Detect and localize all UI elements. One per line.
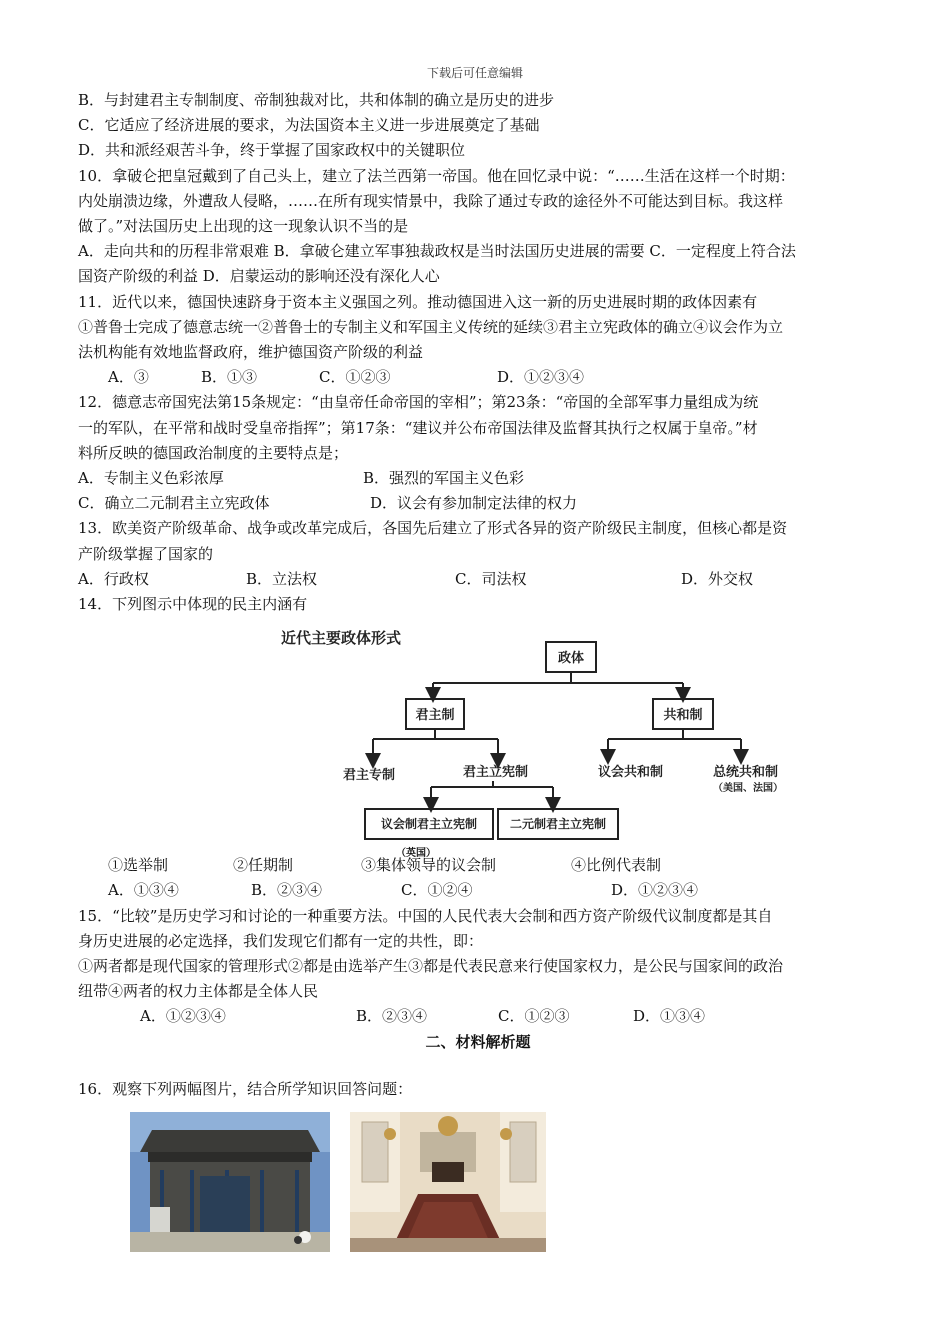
q14-item-2: ②任期制 <box>233 856 294 875</box>
parliamentary-republic-label: 议会共和制 <box>598 765 664 781</box>
q13-option-c: C．司法权 <box>455 569 527 588</box>
q15-stem-line: 身历史进展的必定选择，我们发现它们都有一定的共性，即： <box>78 931 484 950</box>
q14-stem: 14．下列图示中体现的民主内涵有 <box>78 595 308 614</box>
parliamentary-constitutional-label: 议会制君主立宪制 <box>380 817 478 832</box>
presidential-republic-note: （美国、法国） <box>713 783 783 795</box>
q14-item-4: ④比例代表制 <box>571 856 662 875</box>
q16-photos <box>78 1112 878 1262</box>
q10-options-line: A．走向共和的历程非常艰难 B．拿破仑建立军事独裁政权是当时法国历史进展的需要 C．一定程度上符合法 <box>78 242 796 261</box>
question-14 <box>78 592 878 904</box>
q15-option-a: A．①②③④ <box>140 1007 226 1026</box>
q15-option-c: C．①②③ <box>498 1007 570 1026</box>
question-12 <box>78 390 878 516</box>
chinese-hall-photo <box>130 1112 330 1252</box>
q13-stem-line: 产阶级掌握了国家的 <box>78 544 214 563</box>
question-10 <box>78 164 878 290</box>
q15-stem-line: 15．“比较”是历史学习和讨论的一种重要方法。中国的人民代表大会制和西方资产阶级代议制度都是其自 <box>78 906 773 925</box>
q11-option-c: C．①②③ <box>319 368 391 387</box>
q14-option-a: A．①③④ <box>108 881 179 900</box>
document-body <box>78 88 878 1262</box>
q9-option-d: D．共和派经艰苦斗争，终于掌握了国家政权中的关键职位 <box>78 141 466 160</box>
q15-option-d: D．①③④ <box>633 1007 706 1026</box>
q14-item-1: ①选举制 <box>108 856 169 875</box>
q12-option-a: A．专制主义色彩浓厚 <box>78 469 224 488</box>
root-label: 政体 <box>557 651 585 667</box>
q10-stem-line: 内处崩溃边缘，外遭敌人侵略，……在所有现实情景中，我除了通过专政的途径外不可能达到目标。我这样 <box>78 191 784 210</box>
q13-stem-line: 13．欧美资产阶级革命、战争或改革完成后，各国先后建立了形式各异的资产阶级民主制度，但核心都是资 <box>78 519 788 538</box>
q15-stem-line: ①两者都是现代国家的管理形式②都是由选举产生③都是代表民意来行使国家权力，是公民与国家间的政治 <box>78 957 784 976</box>
q10-stem-line: 10．拿破仑把皇冠戴到了自己头上，建立了法兰西第一帝国。他在回忆录中说：“……生活在这样一个时期： <box>78 166 795 185</box>
q14-option-d: D．①②③④ <box>611 881 699 900</box>
q14-items <box>78 853 878 878</box>
q15-option-b: B．②③④ <box>356 1007 428 1026</box>
q11-option-a: A．③ <box>108 368 149 387</box>
q16-stem: 16．观察下列两幅图片，结合所学知识回答问题： <box>78 1079 413 1098</box>
question-15 <box>78 904 878 1030</box>
q9-option-b: B．与封建君主专制制度、帝制独裁对比，共和体制的确立是历史的进步 <box>78 91 555 109</box>
question-9-options <box>78 88 878 164</box>
question-13 <box>78 516 878 592</box>
question-16 <box>78 1077 878 1262</box>
q10-stem-line: 做了。”对法国历史上出现的这一现象认识不当的是 <box>78 217 409 236</box>
q13-option-b: B．立法权 <box>246 569 318 588</box>
meeting-room-photo <box>350 1112 546 1252</box>
q12-stem-line: 料所反映的德国政治制度的主要特点是； <box>78 443 349 462</box>
absolute-monarchy-label: 君主专制 <box>343 768 396 784</box>
q14-options <box>78 878 878 903</box>
q13-option-a: A．行政权 <box>78 569 149 588</box>
q12-options-row-2 <box>78 491 878 516</box>
q12-options-row-1 <box>78 466 878 491</box>
q12-option-c: C．确立二元制君主立宪政体 <box>78 494 270 513</box>
england-note: （英国） <box>396 848 436 860</box>
q15-options <box>78 1004 878 1029</box>
monarchy-label: 君主制 <box>415 708 455 724</box>
republic-label: 共和制 <box>663 708 703 724</box>
presidential-republic-label: 总统共和制 <box>713 765 779 781</box>
q11-option-b: B．①③ <box>201 368 258 387</box>
q14-item-3: ③集体领导的议会制 <box>361 856 497 875</box>
q12-option-d: D．议会有参加制定法律的权力 <box>370 494 578 513</box>
q14-option-b: B．②③④ <box>251 881 323 900</box>
q11-stem-line: 法机构能有效地监督政府，维护德国资产阶级的利益 <box>78 343 424 362</box>
page-header: 下载后可任意编辑 <box>426 66 523 80</box>
diagram-title: 近代主要政体形式 <box>281 629 402 648</box>
q15-stem-line: 纽带④两者的权力主体都是全体人民 <box>78 982 319 1001</box>
q11-stem-line: 11．近代以来，德国快速跻身于资本主义强国之列。推动德国进入这一新的历史进展时期的政体因素有 <box>78 292 758 311</box>
dualist-constitutional-label: 二元制君主立宪制 <box>509 817 607 832</box>
q12-option-b: B．强烈的军国主义色彩 <box>363 469 525 488</box>
q11-stem-line: ①普鲁士完成了德意志统一②普鲁士的专制主义和军国主义传统的延续③君主立宪政体的确立④议会作为立 <box>78 317 784 336</box>
polity-diagram-area <box>78 617 878 860</box>
q9-option-c: C．它适应了经济进展的要求，为法国资本主义进一步进展奠定了基础 <box>78 116 540 135</box>
q13-option-d: D．外交权 <box>681 569 754 588</box>
q14-option-c: C．①②④ <box>401 881 473 900</box>
q10-options-line: 国资产阶级的利益 D．启蒙运动的影响还没有深化人心 <box>78 267 440 286</box>
section-2-title: 二、材料解析题 <box>425 1032 531 1051</box>
constitutional-monarchy-label: 君主立宪制 <box>463 765 529 781</box>
q11-option-d: D．①②③④ <box>497 368 585 387</box>
q12-stem-line: 12．德意志帝国宪法第15条规定：“由皇帝任命帝国的宰相”；第23条：“帝国的全部军事力量组成为统 <box>78 393 759 412</box>
polity-tree-diagram <box>273 621 783 841</box>
q12-stem-line: 一的军队，在平常和战时受皇帝指挥”；第17条：“建议并公布帝国法律及监督其执行之权属于皇帝。”材 <box>78 418 758 437</box>
q13-options <box>78 567 878 592</box>
question-11 <box>78 290 878 391</box>
q11-options <box>78 365 878 390</box>
